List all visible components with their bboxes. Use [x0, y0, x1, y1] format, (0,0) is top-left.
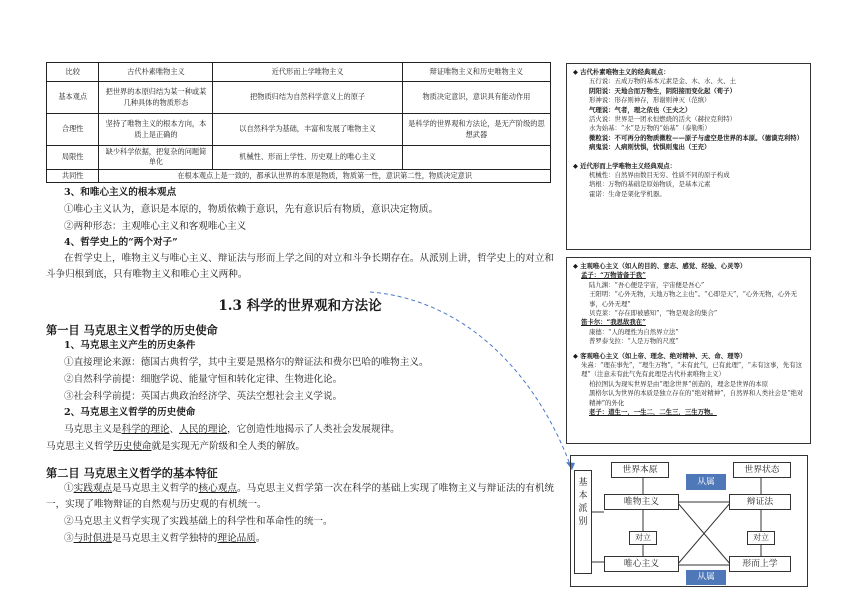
box2-heading: ◆ 主观唯心主义（如人的目的、意志、感觉、经验、心灵等）	[573, 262, 747, 270]
text-fragment: 马克思主义是	[64, 424, 122, 435]
box2-line: 陆九渊：“吾心便是宇宙，宇宙便是吾心”	[589, 280, 705, 289]
text-fragment: 马克思主义哲学	[46, 441, 114, 452]
subordinate-badge-top: 从属	[686, 474, 726, 490]
opposite-label-right: 对立	[747, 531, 775, 545]
table-cell: 机械性、形而上学性、历史观上的唯心主义	[213, 146, 402, 170]
box2-line: 孟子：“万物皆备于我”	[581, 271, 646, 280]
underlined-term: 核心观点	[198, 483, 237, 494]
text-fragment: 是马克思主义哲学独特的	[111, 533, 218, 544]
box1-heading: ◆ 古代朴素唯物主义的经典观点：	[573, 68, 670, 76]
underlined-term: 人民的理论	[179, 424, 228, 435]
box2-line: 黑格尔认为世界的本质是独立存在的“绝对精神”，自然界和人类社会是“绝对精神”的外化	[589, 389, 804, 407]
table-header: 古代朴素唯物主义	[99, 63, 213, 82]
heading-m1-s2: 2、马克思主义哲学的历史使命	[64, 407, 196, 418]
table-cell: 缺少科学依据，把复杂的问题简单化	[99, 146, 213, 170]
opposite-label-left: 对立	[629, 531, 657, 545]
underlined-term: 与时俱进	[73, 533, 112, 544]
table-cell: 把物质归结为自然科学意义上的原子	[213, 82, 402, 114]
heading-m2: 第二目 马克思主义哲学的基本特征	[46, 466, 218, 480]
box1-line: 水为始基：“水”是万物的“始基”（泰勒斯）	[589, 124, 711, 133]
box2-line: 笛卡尔：“我思故我在”	[581, 318, 646, 327]
table-row-label: 合理性	[47, 114, 99, 146]
table-merged-cell: 在根本观点上是一致的，都承认世界的本原是物质，物质第一性，意识第二性，物质决定意识	[99, 169, 551, 182]
box1-line: 形神说：形存则神存，形谢则神灭（范缜）	[589, 96, 711, 105]
box1-line: 气理说：气者，理之依也（王夫之）	[589, 105, 692, 114]
box2-line: 普罗泰戈拉：“人是万物的尺度”	[589, 337, 679, 346]
text-fragment: 。	[255, 533, 266, 544]
box1-line: 病鬼说：人病则忧惧，忧惧则鬼出（王充）	[589, 143, 711, 152]
text-m2-p2: ②马克思主义哲学实现了实践基础上的科学性和革命性的统一。	[64, 516, 333, 527]
materialism-node: 唯物主义	[604, 494, 679, 510]
classical-materialism-box	[566, 63, 811, 250]
table-row-label: 共同性	[47, 169, 99, 182]
table-header: 比较	[47, 63, 99, 82]
text-fragment: ③	[64, 533, 74, 544]
table-cell: 以自然科学为基础，丰富和发展了唯物主义	[213, 114, 402, 146]
table-cell: 把世界的本原归结为某一种或某几种具体的物质形态	[99, 82, 213, 114]
box1-line: 霍诺：生命是架化学机器。	[589, 189, 666, 198]
box1-line: 阴阳说：天地合而万物生，阴阳接而变化起（荀子）	[589, 86, 736, 95]
section-title: 1.3 科学的世界观和方法论	[218, 298, 382, 314]
underlined-term: 实践观点	[73, 483, 113, 494]
text-s3-p1: ①唯心主义认为，意识是本原的，物质依赖于意识，先有意识后有物质，意识决定物质。	[64, 204, 439, 215]
table-header: 近代形而上学唯物主义	[213, 63, 402, 82]
text-fragment: 。马克思主义哲学第一次在科学的基础上实现了唯物主义与辩证法的有机统一，实现了唯物辩证的自然观与历史观的有机统一。	[46, 483, 555, 510]
underlined-term: 历史使命	[113, 441, 152, 452]
text-m1-s1-c: ③社会科学前提：英国古典政治经济学、英法空想社会主义学说。	[64, 391, 343, 402]
box1-heading-2: ◆ 近代形而上学唯物主义经典观点：	[573, 161, 676, 170]
table-row-label: 基本观点	[47, 82, 99, 114]
underlined-term: 理论品质	[217, 533, 256, 544]
metaphysics-node: 形而上学	[729, 556, 791, 572]
heading-s3: 3、和唯心主义的根本观点	[64, 187, 177, 198]
world-origin-node: 世界本原	[611, 462, 669, 478]
idealism-node: 唯心主义	[604, 556, 679, 572]
box2-line: 老子：道生一，一生二，二生三，三生万物。	[589, 408, 717, 417]
box2-line: 王阳明：“心外无物，天地万物之主也”。“心即是天”，“心外无物，心外无事，心外无理”	[589, 290, 798, 308]
philosophy-schools-diagram	[570, 455, 808, 587]
box2-line: 贝克莱：“存在即被感知”，“物是观念的集合”	[589, 309, 718, 318]
dialectics-node: 辩证法	[729, 494, 791, 510]
text-s3-p2: ②两种形态：主观唯心主义和客观唯心主义	[64, 221, 247, 232]
heading-m1: 第一目 马克思主义哲学的历史使命	[46, 323, 218, 337]
box1-line: 五行说：五成万物的基本元素是金、木、水、火、土	[589, 77, 736, 86]
box2-line: 康德：“人的理性为自然界立法”	[589, 327, 679, 336]
box2-line: 朱熹：“理在事先”，“理生万物”，“未有此气，已有此理”，“未有这事，先有这理”（注意未有此气先有此理是古代朴素唯物主义）	[581, 361, 802, 379]
box2-heading-2: ◆ 客观唯心主义（如上帝、理念、绝对精神、天、命、理等）	[573, 351, 747, 360]
table-cell: 物质决定意识，意识具有能动作用	[402, 82, 550, 114]
box1-line: 微粒说：不可再分的物质微粒——原子与虚空是世界的本原。（德谟克利特）	[589, 133, 804, 142]
text-fragment: 、	[169, 424, 180, 435]
text-fragment: 是马克思主义哲学的	[112, 483, 199, 494]
idealism-box	[566, 257, 811, 444]
subordinate-badge-bottom: 从属	[686, 570, 726, 585]
basic-schools-label: 基本派别	[574, 470, 592, 574]
table-header: 辩证唯物主义和历史唯物主义	[402, 63, 550, 82]
heading-s4: 4、哲学史上的“两个对子”	[64, 237, 178, 248]
text-fragment: ①	[64, 483, 74, 494]
world-state-node: 世界状态	[733, 462, 791, 478]
text-m1-s1-a: ①直接理论来源：德国古典哲学，其中主要是黑格尔的辩证法和费尔巴哈的唯物主义。	[64, 357, 429, 368]
box2-line: 柏拉图认为现实世界是由“理念世界”创造的，理念是世界的本原	[589, 379, 769, 388]
table-row-label: 局限性	[47, 146, 99, 170]
text-m1-s1-b: ②自然科学前提：细胞学说、能量守恒和转化定律、生物进化论。	[64, 374, 343, 385]
box1-line: 培根：万物的基础是原始物质，是基本元素	[589, 180, 711, 189]
box1-line: 活火说：世界是一团永恒燃烧的活火（赫拉克利特）	[589, 115, 736, 124]
table-cell: 坚持了唯物主义的根本方向，本质上是正确的	[99, 114, 213, 146]
box1-line: 机械性：自然界由数目无穷、性质不同的原子构成	[589, 171, 730, 180]
text-s4-paragraph: 在哲学史上，唯物主义与唯心主义、辩证法与形而上学之间的对立和斗争长期存在。从派别上讲，哲学史上的对立和斗争归根到底，只有唯物主义和唯心主义两种。	[46, 253, 554, 280]
heading-m1-s1: 1、马克思主义产生的历史条件	[64, 340, 196, 351]
underlined-term: 科学的理论	[121, 424, 170, 435]
text-fragment: ，它创造性地揭示了人类社会发展规律。	[227, 424, 400, 435]
text-fragment: 就是实现无产阶级和全人类的解放。	[151, 441, 306, 452]
table-cell: 是科学的世界观和方法论，是无产阶级的思想武器	[402, 114, 550, 146]
